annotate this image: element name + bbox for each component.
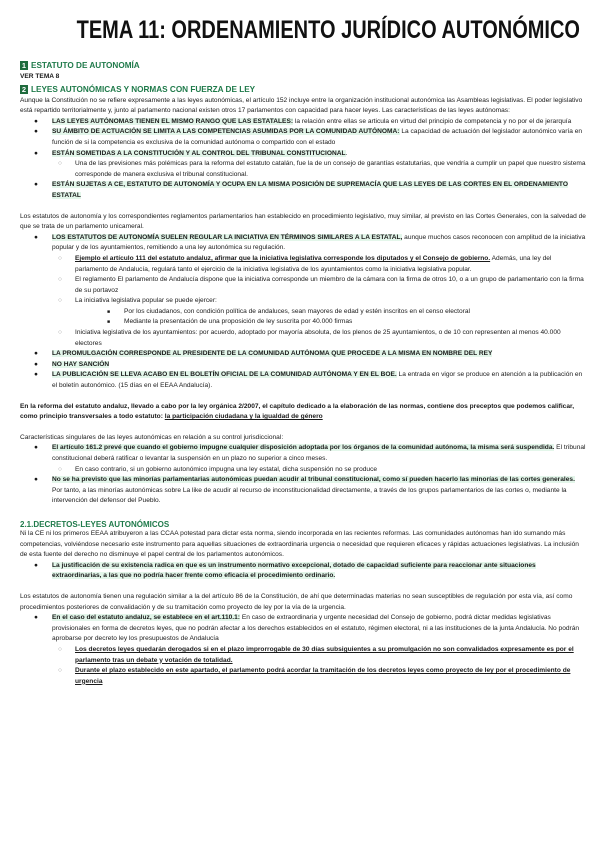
paragraph [20,212,586,233]
section-heading [20,85,586,94]
page-title: TEMA 11: ORDENAMIENTO JURÍDICO AUTONÓMICO [76,16,580,44]
list-item [20,317,586,328]
text-run: la relación entre ellas se articula en virtud del principio de competencia y no por el de jerarquía [293,117,572,125]
list-item [20,475,586,507]
spacer [20,202,586,212]
list-item [20,180,586,201]
bullet-icon: ○ [58,254,62,262]
list-item [20,360,586,371]
text-run: La entrada en vigor se produce en atención a la publicación en el boletín autonómico. (15 días en el EEAA Andalucía). [52,371,583,390]
bullet-icon: ○ [58,297,62,305]
text-run: Además, una ley del parlamento de Andalucía, regulará tanto el ejercicio de la iniciativa legislativa de los ayuntamientos como la iniciativa legislativa popular. [75,254,552,273]
document-body [20,61,586,687]
list-item [20,370,586,391]
text-run: La capacidad de actuación del legislador autonómico varía en función de si la competencia es exclusiva de la comunidad autónoma o compartido con el estado [52,128,583,146]
bullet-icon: ● [34,444,38,452]
bullet-icon: ■ [107,319,111,326]
bullet-icon: ● [34,561,38,569]
text-run: Ejemplo el artículo 111 del estatuto andaluz, afirmar que la iniciativa legislativa corresponde los diputados y el Consejo de gobierno. [75,254,491,262]
bullet-icon: ● [34,181,38,189]
section-number: 1 [21,61,27,70]
paragraph [20,96,586,117]
bullet-icon: ● [34,233,38,241]
list-item [20,296,586,307]
text-run: ESTÁN SUJETAS A CE, ESTATUTO DE AUTONOMÍA Y OCUPA EN LA MISMA POSICIÓN DE SUPREMACÍA QUE LAS LEYES DE LAS CORTES EN EL ORDENAMIENTO ESTATAL [52,181,568,199]
section-heading [20,61,586,70]
text-run: El tribunal constitucional deberá ratificar o levantar la suspensión en un plazo no superior a cinco meses. [52,444,586,462]
text-run: La iniciativa legislativa popular se puede ejercer: [75,297,217,305]
list-item [20,307,586,318]
bullet-icon: ● [34,350,38,358]
text-run: El artículo 161.2 prevé que cuando el gobierno impugne cualquier disposición adoptada por los órganos de la comunidad autónoma, la misma será suspendida. [52,444,555,452]
bullet-icon: ○ [58,667,62,675]
bullet-icon: ○ [58,645,62,653]
text-run: En la reforma del estatuto andaluz, llevado a cabo por la ley orgánica 2/2007, el capítulo dedicado a la elaboración de las normas, contiene dos preceptos que podemos calificar, como principio transversales a todo estatuto: [20,402,575,421]
paragraph [20,529,586,561]
bullet-icon: ● [34,128,38,136]
paragraph [20,433,586,444]
text-run: Características singulares de las leyes autonómicas en relación a su control jurisdiccional: [20,433,284,441]
text-run: ESTÁN SOMETIDAS A LA CONSTITUCIÓN Y AL CONTROL DEL TRIBUNAL CONSTITUCIONAL [52,149,346,157]
bullet-icon: ● [34,360,38,368]
list-item [20,117,586,128]
text-run: LAS LEYES AUTÓNOMAS TIENEN EL MISMO RANGO QUE LAS ESTATALES: [52,117,294,125]
section-number: 2 [21,84,27,94]
bullet-icon: ● [34,476,38,484]
list-item [20,443,586,464]
text-run: Por los ciudadanos, con condición política de andaluces, sean mayores de edad y estén inscritos en el censo electoral [124,307,471,315]
text-run: No se ha previsto que las minorías parlamentarias autonómicas puedan acudir al tribunal constitucional, como sí pueden hacerlo las minorías de las cortes generales. [52,476,575,484]
section-title: ESTATUTO DE AUTONOMÍA [31,61,140,70]
list-item [20,561,586,582]
spacer [20,392,586,402]
text-run: Los estatutos de autonomía tienen una regulación similar a la del artículo 86 de la Constitución, de ahí que determinadas materias no sean susceptibles de regulación por esta vía, así como procedimientos posteriores de convalidación y de su tramitación como proyecto de ley por la vía de la urgencia. [20,592,573,611]
list-item [20,127,586,148]
text-run: LOS ESTATUTOS DE AUTONOMÍA SUELEN REGULAR LA INICIATIVA EN TÉRMINOS SIMILARES A LA ESTATAL, [52,233,403,241]
text-run: aunque muchos casos reconocen con amplitud de la iniciativa popular y de los ayuntamientos, remitiendo a una ley autonómica su regulación. [52,233,586,252]
list-item [20,159,586,180]
bullet-icon: ● [34,371,38,379]
list-item [20,254,586,275]
spacer [20,507,586,517]
bullet-icon: ○ [58,160,62,168]
list-item [20,149,586,160]
text-run: Mediante la presentación de una proposición de ley suscrita por 40.000 firmas [124,318,353,326]
bullet-icon: ● [34,149,38,157]
paragraph [20,592,586,613]
text-run: LA PROMULGACIÓN CORRESPONDE AL PRESIDENTE DE LA COMUNIDAD AUTÓNOMA QUE PROCEDE A LA MISMA EN NOMBRE DEL REY [52,350,493,358]
bullet-icon: ○ [58,276,62,284]
text-run: Por tanto, a las minorías autonómicas sobre La like de acudir al recurso de inconstitucionalidad directamente, a través de los grupos parlamentarios de las cortes o, mediante la intervención del defensor del Pueblo. [52,486,567,505]
list-item [20,666,586,687]
text-run: Los decretos leyes quedarán derogados si en el plazo improrrogable de 30 días subsiguientes a su promulgación no son convalidados expresamente es por el parlamento tras un debate y votación de totalidad. [75,645,574,664]
text-run: Una de las previsiones más polémicas para la reforma del estatuto catalán, fue la de un consejo de garantías estatutarias, que vendría a cumplir un papel que nuestro sistema corresponde de manera exclusiva el tribunal constitucional. [75,160,586,178]
spacer [20,582,586,592]
bullet-icon: ○ [58,329,62,337]
text-run: VER TEMA 8 [20,73,60,80]
subsection-heading: 2.1.DECRETOS-LEYES AUTONÓMICOS [20,519,170,529]
paragraph [20,72,586,83]
bullet-icon: ● [34,117,38,125]
section-title: LEYES AUTONÓMICAS Y NORMAS CON FUERZA DE LEY [31,84,256,94]
text-run: Aunque la Constitución no se refiere expresamente a las leyes autonómicas, el artículo 152 incluye entre la organización institucional autonómica las Asambleas legislativas. El poder legislativo está repartido territorialmente y, junto al parlamento nacional existen otros 17 parlamentos con capacidad para hacer leyes. Las características de las leyes autónomas: [20,96,583,115]
text-run: . [345,149,348,157]
list-item [20,465,586,476]
text-run: El reglamento El parlamento de Andalucía dispone que la iniciativa corresponde un miembro de la cámara con la firma de otros 10, o a un grupo de parlamentario con la firma de su portavoz [75,276,584,294]
text-run: Los estatutos de autonomía y los correspondientes reglamentos parlamentarios han establecido en procedimiento legislativo, muy similar, al previsto en las Cortes Generales, con la salvedad de que se trata de un parlamento unicameral. [20,212,586,231]
spacer [20,423,586,433]
text-run: SU ÁMBITO DE ACTUACIÓN SE LIMITA A LAS COMPETENCIAS ASUMIDAS POR LA COMUNIDAD AUTÓNOMA: [52,128,400,136]
list-item [20,645,586,666]
list-item [20,275,586,296]
list-item [20,349,586,360]
text-run: NO HAY SANCIÓN [52,360,110,368]
paragraph [20,402,586,423]
text-run: En caso de extraordinaria y urgente necesidad del Consejo de gobierno, podrá dictar medidas legislativas provisionales en forma de decretos leyes, que no podrán afectar a los derechos establecidos en el estatuto, régimen electoral, ni a las instituciones de la junta Andalucía. No podrán aprobarse por decreto ley los presupuestos de Andalucía [52,614,580,643]
bullet-icon: ■ [107,308,111,315]
text-run: En caso contrario, si un gobierno autonómico impugna una ley estatal, dicha suspensión no se produce [75,465,378,473]
list-item [20,233,586,254]
text-run: la participación ciudadana y la igualdad de género [164,413,323,421]
list-item [20,328,586,349]
bullet-icon: ○ [58,465,62,473]
text-run: Iniciativa legislativa de los ayuntamientos: por acuerdo, adoptado por mayoría absoluta, de los plenos de 25 ayuntamientos, o de 10 con representen al menos 40.000 electores [75,329,561,347]
text-run: La justificación de su existencia radica en que es un instrumento normativo excepcional, dotado de capacidad suficiente para reaccionar ante situaciones extraordinarias, a las que no podría hacer frente como eficacia el procedimiento ordinario. [52,561,536,580]
text-run: Ni la CE ni los primeros EEAA atribuyeron a las CCAA potestad para dictar esta norma, siendo incorporada en las recientes reformas. Las comunidades autónomas han ido sumando más competencias, volviéndose necesario este instrumento para aquellas situaciones de extraordinaria urgencia o necesidad que requieren eficaces y rápidas actuaciones legislativas. La inclusión de esta fuente del derecho no disminuye el papel central de los parlamentos autonómicos. [20,529,579,559]
text-run: LA PUBLICACIÓN SE LLEVA ACABO EN EL BOLETÍN OFICIAL DE LA COMUNIDAD AUTÓNOMA Y EN EL BOE. [52,371,397,379]
bullet-icon: ● [34,614,38,622]
text-run: En el caso del estatuto andaluz, se establece en el art.110.1: [52,614,241,622]
list-item [20,613,586,645]
text-run: Durante el plazo establecido en este apartado, el parlamento podrá acordar la tramitación de los decretos leyes como proyecto de ley por el procedimiento de urgencia [75,667,571,685]
